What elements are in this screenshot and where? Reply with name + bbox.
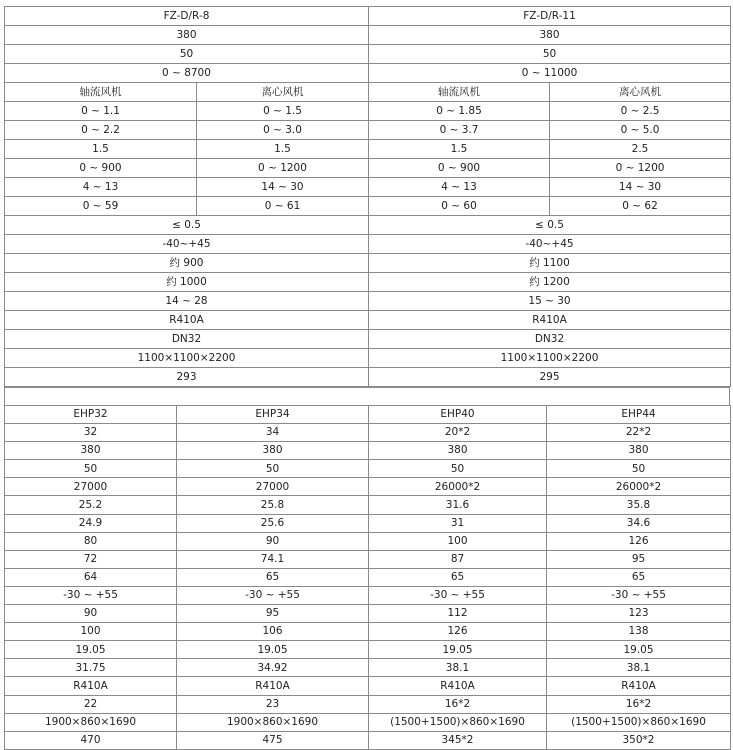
spec-table-fz-body — [5, 7, 731, 387]
table-cell: ≤ 0.5 — [5, 216, 369, 235]
table-cell: 126 — [369, 623, 547, 641]
table-row — [5, 731, 731, 749]
table-cell: 80 — [5, 532, 177, 550]
spec-table-ehp — [4, 405, 731, 750]
table-cell: 34 — [177, 424, 369, 442]
table-cell: R410A — [369, 677, 547, 695]
table-gap-row — [4, 387, 730, 405]
table-row — [5, 659, 731, 677]
table-cell: 0 ~ 3.7 — [369, 121, 550, 140]
table-cell: 22*2 — [547, 424, 731, 442]
table-cell: 22 — [5, 695, 177, 713]
table-cell: 380 — [369, 26, 731, 45]
table-cell: 50 — [369, 45, 731, 64]
table-cell: 95 — [547, 550, 731, 568]
table-cell: ≤ 0.5 — [369, 216, 731, 235]
table-cell: 380 — [547, 442, 731, 460]
table-cell: 72 — [5, 550, 177, 568]
table-cell: EHP34 — [177, 406, 369, 424]
table-cell: 475 — [177, 731, 369, 749]
table-cell: 31 — [369, 514, 547, 532]
table-row — [5, 442, 731, 460]
table-cell: 34.6 — [547, 514, 731, 532]
table-row — [5, 178, 731, 197]
table-cell: 16*2 — [369, 695, 547, 713]
table-row — [5, 532, 731, 550]
table-cell: 126 — [547, 532, 731, 550]
table-cell: 1.5 — [369, 140, 550, 159]
table-cell: DN32 — [369, 330, 731, 349]
table-cell: 50 — [5, 45, 369, 64]
table-cell: 350*2 — [547, 731, 731, 749]
table-row — [5, 254, 731, 273]
table-row — [5, 197, 731, 216]
spec-table-ehp-body — [5, 406, 731, 750]
table-cell: 31.75 — [5, 659, 177, 677]
table-cell: 20*2 — [369, 424, 547, 442]
table-cell: 15 ~ 30 — [369, 292, 731, 311]
table-cell: 293 — [5, 368, 369, 387]
table-cell: 离心风机 — [197, 83, 369, 102]
table-cell: 345*2 — [369, 731, 547, 749]
table-row — [5, 216, 731, 235]
table-cell: 380 — [177, 442, 369, 460]
table-cell: 74.1 — [177, 550, 369, 568]
table-row — [5, 45, 731, 64]
table-cell: R410A — [5, 677, 177, 695]
table-cell: 38.1 — [369, 659, 547, 677]
table-cell: DN32 — [5, 330, 369, 349]
table-cell: 14 ~ 30 — [197, 178, 369, 197]
table-cell: 65 — [177, 568, 369, 586]
table-row — [5, 273, 731, 292]
table-row — [5, 713, 731, 731]
table-cell: 1100×1100×2200 — [5, 349, 369, 368]
table-cell: 25.2 — [5, 496, 177, 514]
table-cell: 34.92 — [177, 659, 369, 677]
table-cell: 0 ~ 1.85 — [369, 102, 550, 121]
table-cell: 64 — [5, 568, 177, 586]
table-row — [5, 311, 731, 330]
table-row — [5, 292, 731, 311]
table-cell: 轴流风机 — [369, 83, 550, 102]
table-cell: 约 1200 — [369, 273, 731, 292]
table-row — [5, 550, 731, 568]
table-cell: 380 — [5, 442, 177, 460]
table-row — [5, 641, 731, 659]
table-row — [5, 677, 731, 695]
table-cell: 19.05 — [5, 641, 177, 659]
table-row — [5, 424, 731, 442]
table-row — [5, 7, 731, 26]
table-cell: 470 — [5, 731, 177, 749]
table-cell: 1900×860×1690 — [5, 713, 177, 731]
table-cell: 50 — [177, 460, 369, 478]
table-cell: 25.8 — [177, 496, 369, 514]
table-cell: 0 ~ 11000 — [369, 64, 731, 83]
table-cell: 0 ~ 1.5 — [197, 102, 369, 121]
table-cell: -30 ~ +55 — [177, 586, 369, 604]
table-cell: 约 900 — [5, 254, 369, 273]
table-row — [5, 514, 731, 532]
table-row — [5, 159, 731, 178]
table-cell: 50 — [547, 460, 731, 478]
table-cell: -40~+45 — [5, 235, 369, 254]
table-row — [5, 368, 731, 387]
table-row — [5, 330, 731, 349]
table-cell: 0 ~ 1200 — [197, 159, 369, 178]
table-row — [5, 586, 731, 604]
table-cell: 24.9 — [5, 514, 177, 532]
table-cell: 16*2 — [547, 695, 731, 713]
table-cell: -30 ~ +55 — [5, 586, 177, 604]
table-cell: 23 — [177, 695, 369, 713]
table-cell: FZ-D/R-11 — [369, 7, 731, 26]
table-cell: -40~+45 — [369, 235, 731, 254]
table-row — [5, 26, 731, 45]
table-row — [5, 406, 731, 424]
table-cell: 19.05 — [369, 641, 547, 659]
table-cell: 14 ~ 30 — [550, 178, 731, 197]
table-cell: 25.6 — [177, 514, 369, 532]
table-cell: 14 ~ 28 — [5, 292, 369, 311]
table-cell: 380 — [5, 26, 369, 45]
table-cell: 0 ~ 1.1 — [5, 102, 197, 121]
table-row — [5, 140, 731, 159]
table-cell: EHP32 — [5, 406, 177, 424]
table-cell: 约 1100 — [369, 254, 731, 273]
table-cell: R410A — [547, 677, 731, 695]
table-row — [5, 478, 731, 496]
table-cell: 1900×860×1690 — [177, 713, 369, 731]
table-cell: 0 ~ 5.0 — [550, 121, 731, 140]
table-cell: 295 — [369, 368, 731, 387]
table-cell: 0 ~ 2.5 — [550, 102, 731, 121]
table-cell: 0 ~ 2.2 — [5, 121, 197, 140]
table-cell: 26000*2 — [369, 478, 547, 496]
table-cell: 1100×1100×2200 — [369, 349, 731, 368]
table-cell: 50 — [5, 460, 177, 478]
table-cell: 0 ~ 8700 — [5, 64, 369, 83]
table-cell: (1500+1500)×860×1690 — [369, 713, 547, 731]
table-cell: EHP40 — [369, 406, 547, 424]
table-cell: 112 — [369, 605, 547, 623]
table-cell: 27000 — [177, 478, 369, 496]
table-cell: 380 — [369, 442, 547, 460]
table-cell: 87 — [369, 550, 547, 568]
table-row — [5, 102, 731, 121]
table-row — [5, 496, 731, 514]
table-cell: 19.05 — [177, 641, 369, 659]
table-row — [5, 64, 731, 83]
table-cell: (1500+1500)×860×1690 — [547, 713, 731, 731]
table-cell: 4 ~ 13 — [369, 178, 550, 197]
table-row — [5, 349, 731, 368]
table-row — [5, 623, 731, 641]
table-cell: 27000 — [5, 478, 177, 496]
table-cell: R410A — [369, 311, 731, 330]
table-cell: 轴流风机 — [5, 83, 197, 102]
table-cell: 约 1000 — [5, 273, 369, 292]
table-cell: EHP44 — [547, 406, 731, 424]
table-cell: R410A — [177, 677, 369, 695]
table-row — [5, 695, 731, 713]
table-cell: 1.5 — [197, 140, 369, 159]
table-cell: 0 ~ 900 — [369, 159, 550, 178]
table-cell: 123 — [547, 605, 731, 623]
table-row — [5, 121, 731, 140]
table-cell: 0 ~ 3.0 — [197, 121, 369, 140]
table-cell: 90 — [5, 605, 177, 623]
table-cell: 0 ~ 60 — [369, 197, 550, 216]
table-cell: -30 ~ +55 — [547, 586, 731, 604]
table-cell: 95 — [177, 605, 369, 623]
table-cell: 138 — [547, 623, 731, 641]
table-row — [5, 460, 731, 478]
table-cell: 38.1 — [547, 659, 731, 677]
table-cell: FZ-D/R-8 — [5, 7, 369, 26]
table-cell: 65 — [369, 568, 547, 586]
table-cell: 0 ~ 900 — [5, 159, 197, 178]
table-cell: R410A — [5, 311, 369, 330]
table-cell: 4 ~ 13 — [5, 178, 197, 197]
table-cell: 106 — [177, 623, 369, 641]
table-row — [5, 83, 731, 102]
table-cell: 35.8 — [547, 496, 731, 514]
table-cell: 65 — [547, 568, 731, 586]
table-cell: 50 — [369, 460, 547, 478]
table-cell: 2.5 — [550, 140, 731, 159]
table-cell: 19.05 — [547, 641, 731, 659]
table-cell: 90 — [177, 532, 369, 550]
table-cell: 0 ~ 59 — [5, 197, 197, 216]
spec-table-fz — [4, 6, 731, 387]
table-cell: 0 ~ 1200 — [550, 159, 731, 178]
table-cell: 100 — [369, 532, 547, 550]
table-row — [5, 568, 731, 586]
table-cell: 100 — [5, 623, 177, 641]
table-cell: 0 ~ 62 — [550, 197, 731, 216]
table-cell: 31.6 — [369, 496, 547, 514]
table-cell: -30 ~ +55 — [369, 586, 547, 604]
table-row — [5, 235, 731, 254]
table-row — [5, 605, 731, 623]
table-cell: 离心风机 — [550, 83, 731, 102]
table-cell: 1.5 — [5, 140, 197, 159]
table-cell: 0 ~ 61 — [197, 197, 369, 216]
table-cell: 32 — [5, 424, 177, 442]
table-cell: 26000*2 — [547, 478, 731, 496]
